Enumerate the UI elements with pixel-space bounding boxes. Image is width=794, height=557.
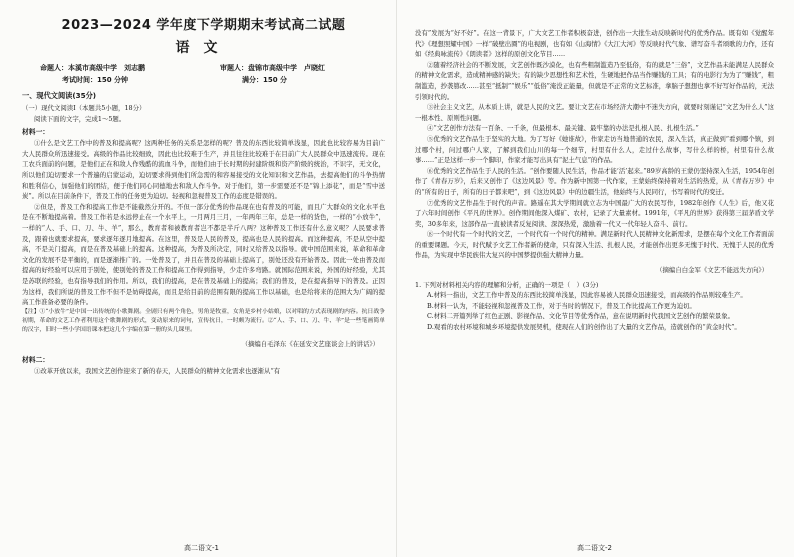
- subsection-heading: （一）现代文阅读Ⅰ（本题共5小题，18分）: [22, 104, 146, 112]
- section-heading: 一、现代文阅读(35分): [22, 91, 97, 100]
- material2-paragraph-1-cont: 没有”发展为“好不好”。在这一背景下，广大文艺工作者积极奋进，创作出一大批生动反映新时代的优秀作品。既有如《觉醒年代》《理想照耀中国》一样“破壁出圈”的电视剧，也有如《山海情》《大江大河》等反映时代气象、谱写奋斗者颂歌的力作，还有如《经典咏流传》《朗读者》这样的原创文化节目……: [415, 29, 774, 59]
- question-1-option-c: C.材料二开篇列举了红色正剧、影视作品、文化节目等优秀作品，意在说明新时代我国文艺创作的繁荣景象。: [427, 312, 735, 321]
- material1-paragraph-2: ②但是，普及工作和提高工作是不能截然分开的。不但一部分优秀的作品现在也有普及的可能，而且广大群众的文化水平也是在不断地提高着。普及工作若是永远停止在一个水平上，一月两月三月，一年两年三年，总是一样的货色，一样的“小放牛”，一样的“人、手、口、刀、牛、羊”，那么，教育者和被教育者岂不都是半斤八两？这种普及工作还有什么意义呢？人民要求普及，跟着也就要求提高，要求逐年逐月地提高。在这里，普及是人民的普及，提高也是人民的提高。而这种提高，不是从空中提高，不是关门提高，而是在普及基础上的提高。这种提高，为普及所决定，同时又给普及以指导。就中国范围来说，革命和革命文化的发展不是平衡的，而是逐渐推广的。一处普及了，并且在普及的基础上提高了，别处还没有开始普及。因此一处由普及而提高的好经验可以应用于别处，使别处的普及工作和提高工作得到指导，少走许多弯路。就国际范围来说，外国的好经验，尤其是苏联的经验，也有指导我们的作用。所以，我们的提高，是在普及基础上的提高；我们的普及，是在提高指导下的普及。正因为这样，我们所说的普及工作不但不是妨碍提高，而且是给目前的范围有限的提高工作以基础，也是给将来的范围大为广阔的提高工作准备必要的条件。: [22, 202, 385, 307]
- question-1-option-a: A.材料一指出，文艺工作中普及的东西比较简单浅显，因此容易被人民群众迅速接受，而高级的作品则较难生产。: [427, 291, 747, 300]
- material1-paragraph-1: ①什么是文艺工作中的普及和提高呢？这两种任务的关系是怎样的呢？普及的东西比较简单浅显，因此也比较容易为目前广大人民群众所迅速接受。高级的作品比较细致，因此也比较难于生产，并且往往比较难于在目前广大人民群众中迅速流传。现在工农兵面前的问题，是他们正在和敌人作残酷的流血斗争，而他们由于长时期的封建阶级和资产阶级的统治，不识字，无文化，所以他们迫切要求一个普遍的启蒙运动，迫切要求得到他们所急需的和容易接受的文化知识和文艺作品，去提高他们的斗争热情和胜利信心，加强他们的团结，便于他们同心同德地去和敌人作斗争。对于他们，第一步需要还不是“锦上添花”，而是“雪中送炭”。所以在目前条件下，普及工作的任务更为迫切。轻视和忽视普及工作的态度是错误的。: [22, 139, 385, 201]
- material2-paragraph-8: ⑧一个时代有一个时代的文艺，一个时代有一个时代的精神。满足新时代人民精神文化新需求，是摆在每个文化工作者面前的重要课题。今天，时代赋予文艺工作者新的使命，只有深入生活、扎根人民，才能创作出更多无愧于时代、无愧于人民的优秀作品，为实现中华民族伟大复兴的中国梦提供强大精神力量。: [415, 230, 774, 260]
- material2-paragraph-3: ③社会主义文艺，从本质上讲，就是人民的文艺。要让文艺在市场经济大潮中不迷失方向，就要时刻谨记“文艺为什么人”这一根本性、原则性问题。: [415, 103, 774, 122]
- material2-paragraph-4: ④“文艺创作方法有一百条、一千条，但最根本、最关键、最牢靠的办法是扎根人民、扎根生活。”: [427, 124, 699, 133]
- exam-title: 2023—2024 学年度下学期期末考试高二试题: [61, 18, 346, 33]
- question-1-stem: 1. 下列对材料相关内容的理解和分析，正确的一项是（ ）(3分): [415, 280, 599, 289]
- subject-title: 语文: [175, 40, 232, 56]
- material1-label: 材料一：: [22, 128, 50, 137]
- score-line: 满分：150 分: [242, 76, 288, 84]
- question-1: [415, 280, 774, 333]
- footnote: 【注】①“小放牛”是中国一出传统的小歌舞剧。全剧只有两个角色，男角是牧童，女角是乡村小姑娘，以对唱的方式表现剧的内容。抗日战争初期，革命的文艺工作者利用这个歌舞剧的形式，变动原来的词句，宣传抗日，一时颇为流行。②“人、手、口、刀、牛、羊”是一些笔画简单的汉字，旧时一些小学国语课本把这几个字编在第一册的头几课里。: [22, 308, 385, 334]
- page-footer-right: 高二语文-2: [577, 544, 612, 552]
- setter-line: 命题人：本溪市高级中学 刘志鹏: [40, 64, 145, 72]
- meta-row-1: [22, 63, 385, 73]
- material2-paragraph-7: ⑦优秀的文艺作品生于时代的声音。路遥在其大学期间就立志为中国最广大的农民写作，1982年创作《人生》后，他又花了六年时间创作《平凡的世界》。创作期间他深入煤矿、农村，记录了大量素材。1991年，《平凡的世界》获得第三届茅盾文学奖，30多年来，这部作品一直被读者反复阅读、深深热爱，激励着一代又一代年轻人奋斗、前行。: [415, 198, 774, 228]
- material2-paragraph-6: ⑥优秀的文艺作品生于人民的生活。“创作要随人民生活，作品才能‘活’起来。”89岁高龄的王蒙仍坚持深入生活，1954年创作了《青春万岁》，后来又创作了《这边风景》等。作为新中国第一代作家，王蒙始终保持着对生活的热爱，从《青春万岁》中的“所有的日子，所有的日子都来吧”，到《这边风景》中的边疆生活，他始终与人民同行，书写着时代的变迁。: [415, 166, 774, 196]
- question-1-option-b: B.材料一认为，不能轻视和忽视普及工作，对于当时的情况下，普及工作比提高工作更为迫切。: [427, 301, 696, 310]
- page-right: [397, 0, 794, 557]
- material2-paragraph-1: ①改革开放以来，我国文艺创作迎来了新的春天，人民群众的精神文化需求也逐渐从“有: [34, 366, 281, 375]
- time-line: 考试时间：150 分钟: [62, 76, 129, 84]
- page-footer-left: 高二语文-1: [184, 544, 219, 552]
- material2-paragraph-5: ⑤优秀的文艺作品生于坚实的大地。为了写好《她谁故》，作家走访当地普通的农民，深入生活，真正做到“看到哪个镇，到过哪个村，问过哪户人家，了解到我们山川的每一个细节，村里有什么人，走过什么故事，写什么样的桥，村里有什么故事……”正是这样一步一个脚印，作家才能写出具有“泥土气息”的作品。: [415, 134, 774, 165]
- instruction: 阅读下面的文字，完成1～5题。: [34, 114, 126, 123]
- material1-source: （摘编自毛泽东《在延安文艺座谈会上的讲话》）: [241, 340, 379, 349]
- reviewer-line: 审题人：盘锦市高级中学 卢晓红: [220, 64, 325, 72]
- material2-paragraph-2: ②随着经济社会的不断发展，文艺创作既沙漠化，也有些粗制滥造乃至低俗，有的就是“三俗”，文艺作品未能满足人民群众的精神文化需求，造成精神感的缺失；有的缺少思想性和艺术性，生硬地把作品当作赚钱的工具；有的电影行为为了“赚钱”，粗制滥造，抄袭篡改……甚至“抵制”“娱乐”“低俗”淹没正能量，但就是不正常的文艺标准，拿脑子想想也拿不好写好作品的，无法引领时代的。: [415, 60, 774, 101]
- material2-label: 材料二：: [22, 355, 50, 364]
- meta-row-2: [22, 75, 385, 85]
- question-1-option-d: D.观看的农村环境和城乡环境提供发展契机，使现在人们的创作出了大量的文艺作品，造就创作的“黄金时代”。: [427, 323, 741, 332]
- material2-source: （摘编自白金军《文艺不能远失方向》）: [656, 266, 768, 275]
